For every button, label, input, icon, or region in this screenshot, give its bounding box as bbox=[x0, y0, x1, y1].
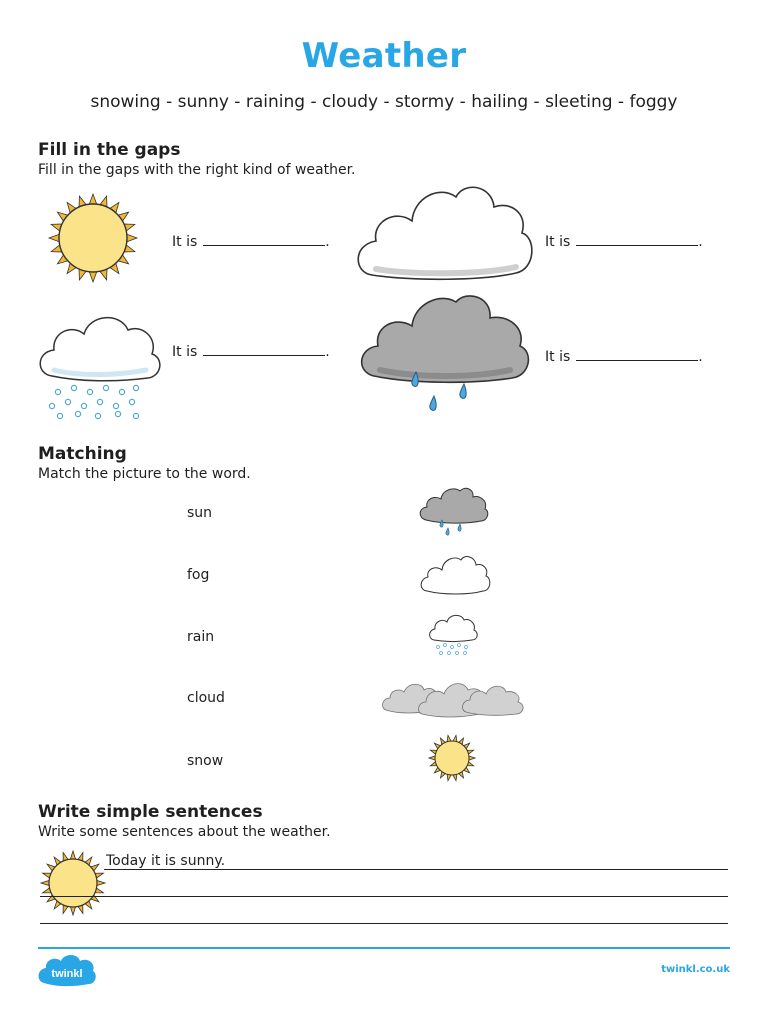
answer-blank[interactable] bbox=[203, 343, 325, 356]
gap-item-2 bbox=[545, 233, 703, 250]
gap-prompt: It is bbox=[172, 234, 198, 250]
match-word-cloud[interactable]: cloud bbox=[187, 690, 225, 706]
gap-item-4 bbox=[545, 348, 703, 365]
gap-end: . bbox=[325, 234, 330, 250]
gap-prompt: It is bbox=[172, 344, 198, 360]
example-sentence: Today it is sunny. bbox=[106, 853, 226, 869]
gap-end: . bbox=[325, 344, 330, 360]
matching-heading: Matching bbox=[38, 444, 127, 464]
gap-item-1 bbox=[172, 233, 330, 250]
match-word-sun[interactable]: sun bbox=[187, 505, 213, 521]
footer-divider bbox=[38, 947, 730, 949]
footer-url[interactable]: twinkl.co.uk bbox=[661, 964, 730, 975]
gap-prompt: It is bbox=[545, 234, 571, 250]
logo-text: twinkl bbox=[51, 968, 83, 980]
gap-end: . bbox=[698, 349, 703, 365]
writing-line-1[interactable] bbox=[104, 869, 728, 870]
matching-instruction: Match the picture to the word. bbox=[38, 466, 251, 482]
answer-blank[interactable] bbox=[203, 233, 325, 246]
snow-cloud-icon bbox=[36, 310, 164, 422]
answer-blank[interactable] bbox=[576, 233, 698, 246]
gap-item-3 bbox=[172, 343, 330, 360]
sentences-instruction: Write some sentences about the weather. bbox=[38, 824, 331, 840]
twinkl-logo[interactable] bbox=[38, 953, 96, 991]
sentences-heading: Write simple sentences bbox=[38, 802, 263, 822]
cloud-icon bbox=[352, 183, 534, 285]
match-snow-cloud-icon[interactable] bbox=[428, 612, 478, 658]
writing-line-2[interactable] bbox=[40, 896, 728, 897]
answer-blank[interactable] bbox=[576, 348, 698, 361]
match-rain-cloud-icon[interactable] bbox=[418, 486, 488, 538]
fill-gaps-heading: Fill in the gaps bbox=[38, 140, 181, 160]
match-word-snow[interactable]: snow bbox=[187, 753, 224, 769]
rain-cloud-icon bbox=[356, 292, 532, 420]
match-cloud-icon[interactable] bbox=[419, 555, 487, 595]
sun-icon bbox=[48, 193, 138, 283]
match-word-fog[interactable]: fog bbox=[187, 567, 210, 583]
gap-end: . bbox=[698, 234, 703, 250]
match-sun-icon[interactable] bbox=[428, 734, 476, 782]
writing-line-3[interactable] bbox=[40, 923, 728, 924]
word-bank: snowing - sunny - raining - cloudy - stormy - hailing - sleeting - foggy bbox=[90, 92, 678, 112]
sentence-sun-icon bbox=[40, 850, 106, 916]
page-title: Weather bbox=[301, 36, 467, 76]
match-fog-icon[interactable] bbox=[382, 670, 524, 720]
gap-prompt: It is bbox=[545, 349, 571, 365]
match-word-rain[interactable]: rain bbox=[187, 629, 215, 645]
fill-gaps-instruction: Fill in the gaps with the right kind of weather. bbox=[38, 162, 356, 178]
